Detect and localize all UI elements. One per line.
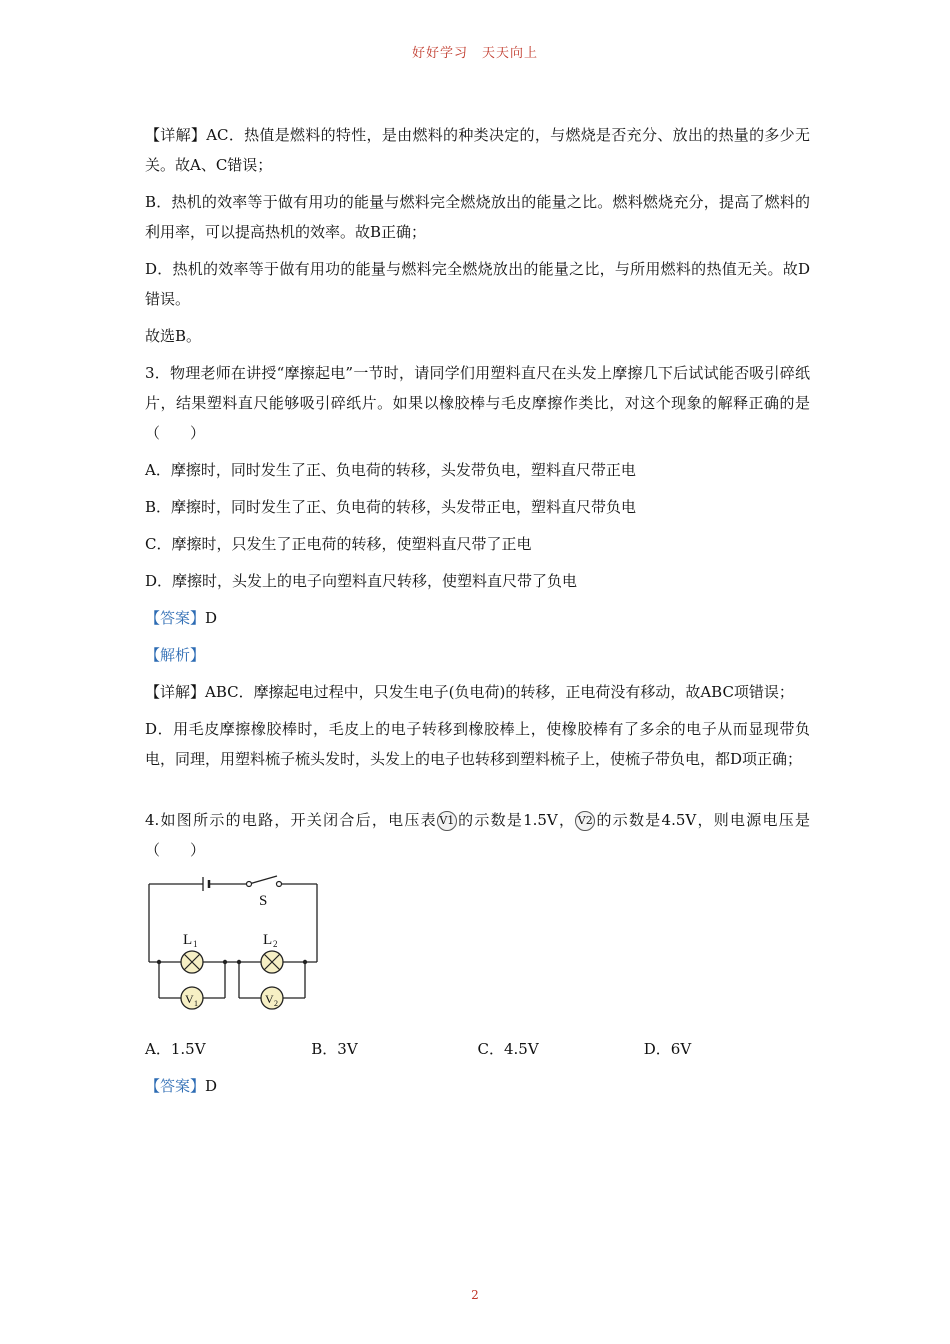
question-3: 3．物理老师在讲授“摩擦起电”一节时，请同学们用塑料直尺在头发上摩擦几下后试试能否吸引碎纸片，结果塑料直尺能够吸引碎纸片。如果以橡胶棒与毛皮摩擦作类比，对这个现象的解释正确的是（ ） [145,364,810,442]
answer-value: D [205,609,218,627]
answer-3 [145,603,810,633]
answer-label: 【答案】 [145,1077,206,1095]
explanation: 【详解】ABC．摩擦起电过程中，只发生电子(负电荷)的转移，正电荷没有移动，故ABC项错误； [145,683,794,701]
lamp-2-label: L [263,932,273,948]
switch-label: S [259,893,268,909]
option-b: B．摩擦时，同时发生了正、负电荷的转移，头发带正电，塑料直尺带负电 [145,498,637,516]
paragraph: D．热机的效率等于做有用功的能量与燃料完全燃烧放出的能量之比，与所用燃料的热值无关。故D错误。 [145,260,810,308]
paragraph: 故选B。 [145,327,202,345]
paragraph: B．热机的效率等于做有用功的能量与燃料完全燃烧放出的能量之比。燃料燃烧充分，提高了燃料的利用率，可以提高热机的效率。故B正确； [145,193,810,241]
choice-a: A．1.5V [145,1040,206,1058]
document-body [145,120,810,1108]
page-header: 好好学习 天天向上 [411,46,538,61]
svg-text:2: 2 [273,939,278,949]
meter-2-label: V [265,992,274,1006]
paragraph: 【详解】AC．热值是燃料的特性，是由燃料的种类决定的，与燃烧是否充分、放出的热量的多少无关。故A、C错误； [145,126,810,174]
lamp-1-label: L [183,932,193,948]
answer-4 [145,1071,810,1101]
voltmeter-v2-icon: V2 [575,811,595,831]
page-number: 2 [471,1288,479,1302]
lamp-l1-icon [181,951,203,973]
meter-1-label: V [185,992,194,1006]
svg-text:1: 1 [194,999,198,1008]
voltmeter-v1-icon: V1 [437,811,457,831]
option-d: D．摩擦时，头发上的电子向塑料直尺转移，使塑料直尺带了负电 [145,572,578,590]
lamp-l2-icon [261,951,283,973]
explanation: D．用毛皮摩擦橡胶棒时，毛皮上的电子转移到橡胶棒上，使橡胶棒有了多余的电子从而显现带负电，同理，用塑料梳子梳头发时，头发上的电子也转移到塑料梳子上，使梳子带负电，都D项正确； [145,720,810,768]
answer-value: D [205,1077,218,1095]
choice-d: D．6V [643,1040,692,1058]
svg-text:1: 1 [193,939,198,949]
choice-c: C．4.5V [477,1040,539,1058]
option-c: C．摩擦时，只发生了正电荷的转移，使塑料直尺带了正电 [145,535,532,553]
svg-text:2: 2 [274,999,278,1008]
circuit-diagram [145,874,325,1024]
analysis-label: 【解析】 [145,646,206,664]
switch-lever [249,876,277,884]
question-4: 4.如图所示的电路，开关闭合后，电压表 V1 的示数是1.5V， V2 的示数是4.5V，则电源电压是（ ） [145,811,810,859]
option-a: A．摩擦时，同时发生了正、负电荷的转移，头发带负电，塑料直尺带正电 [145,461,636,479]
choices-q4 [145,1034,810,1064]
answer-label: 【答案】 [145,609,206,627]
choice-b: B．3V [311,1040,358,1058]
